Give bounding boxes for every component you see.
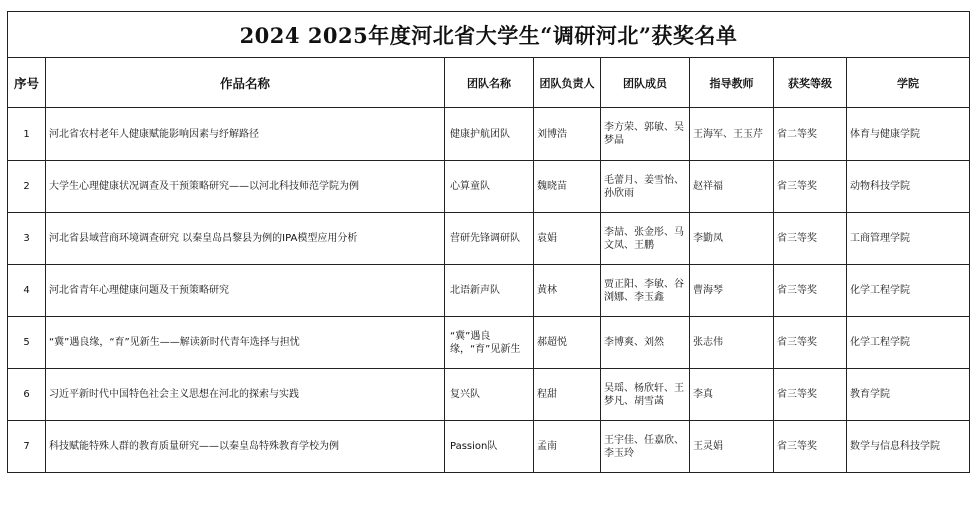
cell-level: 省三等奖 xyxy=(774,265,847,317)
cell-work: 河北省青年心理健康问题及干预策略研究 xyxy=(46,265,445,317)
header-members: 团队成员 xyxy=(601,58,690,108)
header-row xyxy=(8,58,970,108)
cell-level: 省三等奖 xyxy=(774,421,847,473)
cell-members: 李喆、张金彤、马文凤、王鹏 xyxy=(601,213,690,265)
header-idx: 序号 xyxy=(8,58,46,108)
cell-team: Passion队 xyxy=(445,421,534,473)
cell-members: 王宇佳、任嘉欣、李玉玲 xyxy=(601,421,690,473)
cell-members: 李方荣、郭敏、吴梦晶 xyxy=(601,108,690,161)
cell-leader: 孟南 xyxy=(534,421,601,473)
cell-college: 工商管理学院 xyxy=(847,213,970,265)
cell-leader: 郝超悦 xyxy=(534,317,601,369)
cell-college: 动物科技学院 xyxy=(847,161,970,213)
cell-leader: 黄林 xyxy=(534,265,601,317)
title-row xyxy=(8,12,970,58)
cell-advisor: 李真 xyxy=(690,369,774,421)
cell-work: 河北省农村老年人健康赋能影响因素与纾解路径 xyxy=(46,108,445,161)
cell-leader: 魏晓苗 xyxy=(534,161,601,213)
cell-idx: 4 xyxy=(8,265,46,317)
cell-leader: 袁娟 xyxy=(534,213,601,265)
cell-team: 复兴队 xyxy=(445,369,534,421)
cell-advisor: 王灵娟 xyxy=(690,421,774,473)
cell-college: 体育与健康学院 xyxy=(847,108,970,161)
table-row xyxy=(8,369,970,421)
cell-level: 省二等奖 xyxy=(774,108,847,161)
cell-members: 吴瑶、杨欣轩、王梦凡、胡雪菡 xyxy=(601,369,690,421)
cell-idx: 7 xyxy=(8,421,46,473)
header-team: 团队名称 xyxy=(445,58,534,108)
cell-college: 化学工程学院 xyxy=(847,317,970,369)
cell-members: 贾正阳、李敏、谷浏娜、李玉鑫 xyxy=(601,265,690,317)
header-level: 获奖等级 xyxy=(774,58,847,108)
table-row xyxy=(8,108,970,161)
table-row xyxy=(8,317,970,369)
cell-idx: 1 xyxy=(8,108,46,161)
cell-college: 教育学院 xyxy=(847,369,970,421)
table-row xyxy=(8,421,970,473)
cell-leader: 程甜 xyxy=(534,369,601,421)
cell-college: 化学工程学院 xyxy=(847,265,970,317)
cell-team: 心算童队 xyxy=(445,161,534,213)
cell-idx: 2 xyxy=(8,161,46,213)
cell-level: 省三等奖 xyxy=(774,161,847,213)
cell-members: 李博爽、刘然 xyxy=(601,317,690,369)
cell-leader: 刘博浩 xyxy=(534,108,601,161)
cell-level: 省三等奖 xyxy=(774,213,847,265)
cell-team: 北语新声队 xyxy=(445,265,534,317)
header-advisor: 指导教师 xyxy=(690,58,774,108)
cell-work: 河北省县域营商环境调查研究 以秦皇岛昌黎县为例的IPA模型应用分析 xyxy=(46,213,445,265)
cell-advisor: 赵祥福 xyxy=(690,161,774,213)
cell-idx: 3 xyxy=(8,213,46,265)
cell-advisor: 李勤凤 xyxy=(690,213,774,265)
cell-idx: 5 xyxy=(8,317,46,369)
cell-level: 省三等奖 xyxy=(774,317,847,369)
cell-team: 营研先锋调研队 xyxy=(445,213,534,265)
cell-work: 习近平新时代中国特色社会主义思想在河北的探索与实践 xyxy=(46,369,445,421)
header-college: 学院 xyxy=(847,58,970,108)
table-row xyxy=(8,213,970,265)
award-list-sheet xyxy=(7,11,970,473)
cell-advisor: 王海军、王玉芹 xyxy=(690,108,774,161)
cell-work: “冀”遇良缘，“育”见新生——解读新时代青年选择与担忧 xyxy=(46,317,445,369)
cell-advisor: 曹海琴 xyxy=(690,265,774,317)
header-leader: 团队负责人 xyxy=(534,58,601,108)
cell-team: 健康护航团队 xyxy=(445,108,534,161)
cell-work: 大学生心理健康状况调查及干预策略研究——以河北科技师范学院为例 xyxy=(46,161,445,213)
award-table xyxy=(7,11,970,473)
header-work: 作品名称 xyxy=(46,58,445,108)
cell-college: 数学与信息科技学院 xyxy=(847,421,970,473)
cell-work: 科技赋能特殊人群的教育质量研究——以秦皇岛特殊教育学校为例 xyxy=(46,421,445,473)
page-title: 2024 2025年度河北省大学生“调研河北”获奖名单 xyxy=(8,12,970,58)
table-row xyxy=(8,265,970,317)
cell-idx: 6 xyxy=(8,369,46,421)
cell-team: “冀”遇良缘，“育”见新生 xyxy=(445,317,534,369)
table-row xyxy=(8,161,970,213)
cell-advisor: 张志伟 xyxy=(690,317,774,369)
cell-members: 毛蕾月、姜雪怡、孙欣雨 xyxy=(601,161,690,213)
cell-level: 省三等奖 xyxy=(774,369,847,421)
